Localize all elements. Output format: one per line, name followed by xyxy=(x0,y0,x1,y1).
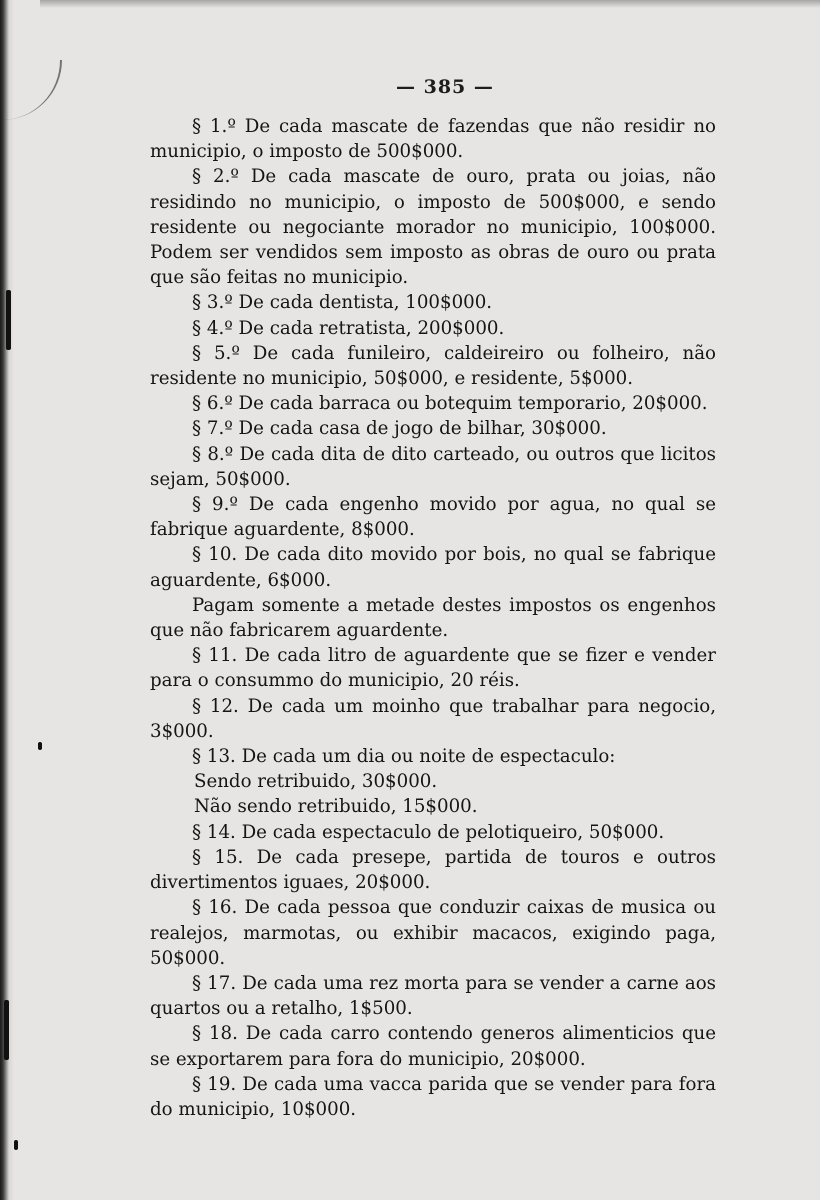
paragraph-art-13-retribuido: Sendo retribuido, 30$000. xyxy=(194,771,438,793)
paragraph-art-6: § 6.º De cada barraca ou botequim temporario, 20$000. xyxy=(192,393,708,415)
paragraph-art-18: § 18. De cada carro contendo generos alimenticios que se exportarem para fora do municipio, 20$000. xyxy=(150,1023,716,1070)
paragraph-art-16: § 16. De cada pessoa que conduzir caixas de musica ou realejos, marmotas, ou exhibir macacos, exigindo paga, 50$000. xyxy=(150,897,716,969)
paragraph-note-half-tax: Pagam somente a metade destes impostos os engenhos que não fabricarem aguardente. xyxy=(150,594,716,642)
paragraph-art-3: § 3.º De cada dentista, 100$000. xyxy=(192,292,493,314)
binding-mark xyxy=(38,742,42,750)
page-top-edge xyxy=(40,0,820,8)
paragraph-art-12: § 12. De cada um moinho que trabalhar para negocio, 3$000. xyxy=(150,695,716,742)
paragraph-art-13-nao-retribuido: Não sendo retribuido, 15$000. xyxy=(194,796,478,818)
page-number: — 385 — xyxy=(396,76,494,98)
paragraph-art-19: § 19. De cada uma vacca parida que se vender para fora do municipio, 10$000. xyxy=(150,1073,716,1120)
paragraph-art-13: § 13. De cada um dia ou noite de espectaculo: xyxy=(192,746,616,768)
binding-mark xyxy=(6,290,11,350)
paragraph-art-8: § 8.º De cada dita de dito carteado, ou outros que licitos sejam, 50$000. xyxy=(150,443,716,490)
paragraph-art-4: § 4.º De cada retratista, 200$000. xyxy=(192,317,505,339)
paragraph-art-10: § 10. De cada dito movido por bois, no qual se fabrique aguardente, 6$000. xyxy=(150,544,716,591)
paragraph-art-14: § 14. De cada espectaculo de pelotiqueiro, 50$000. xyxy=(192,821,665,843)
body-text xyxy=(150,114,716,1122)
paragraph-art-5: § 5.º De cada funileiro, caldeireiro ou folheiro, não residente no municipio, 50$000, e residente, 5$000. xyxy=(150,342,716,390)
paragraph-art-2: § 2.º De cada mascate de ouro, prata ou joias, não residindo no municipio, o imposto de 500$000, e sendo residente ou negociante morador no municipio, 100$000. Podem ser vendidos sem imposto as obras de ouro ou prata que são feitas no municipio. xyxy=(150,166,716,289)
paragraph-art-11: § 11. De cada litro de aguardente que se fizer e vender para o consummo do municipio, 20 réis. xyxy=(150,645,716,692)
paragraph-art-15: § 15. De cada presepe, partida de touros e outros divertimentos iguaes, 20$000. xyxy=(150,846,716,894)
binding-mark xyxy=(14,1140,18,1150)
paragraph-art-1: § 1.º De cada mascate de fazendas que não residir no municipio, o imposto de 500$000. xyxy=(150,116,716,163)
paragraph-art-7: § 7.º De cada casa de jogo de bilhar, 30$000. xyxy=(192,418,607,440)
paragraph-art-9: § 9.º De cada engenho movido por agua, no qual se fabrique aguardente, 8$000. xyxy=(150,494,716,541)
paragraph-art-17: § 17. De cada uma rez morta para se vender a carne aos quartos ou a retalho, 1$500. xyxy=(150,972,716,1020)
page-fold-shadow xyxy=(0,60,62,120)
binding-mark xyxy=(4,1000,9,1060)
